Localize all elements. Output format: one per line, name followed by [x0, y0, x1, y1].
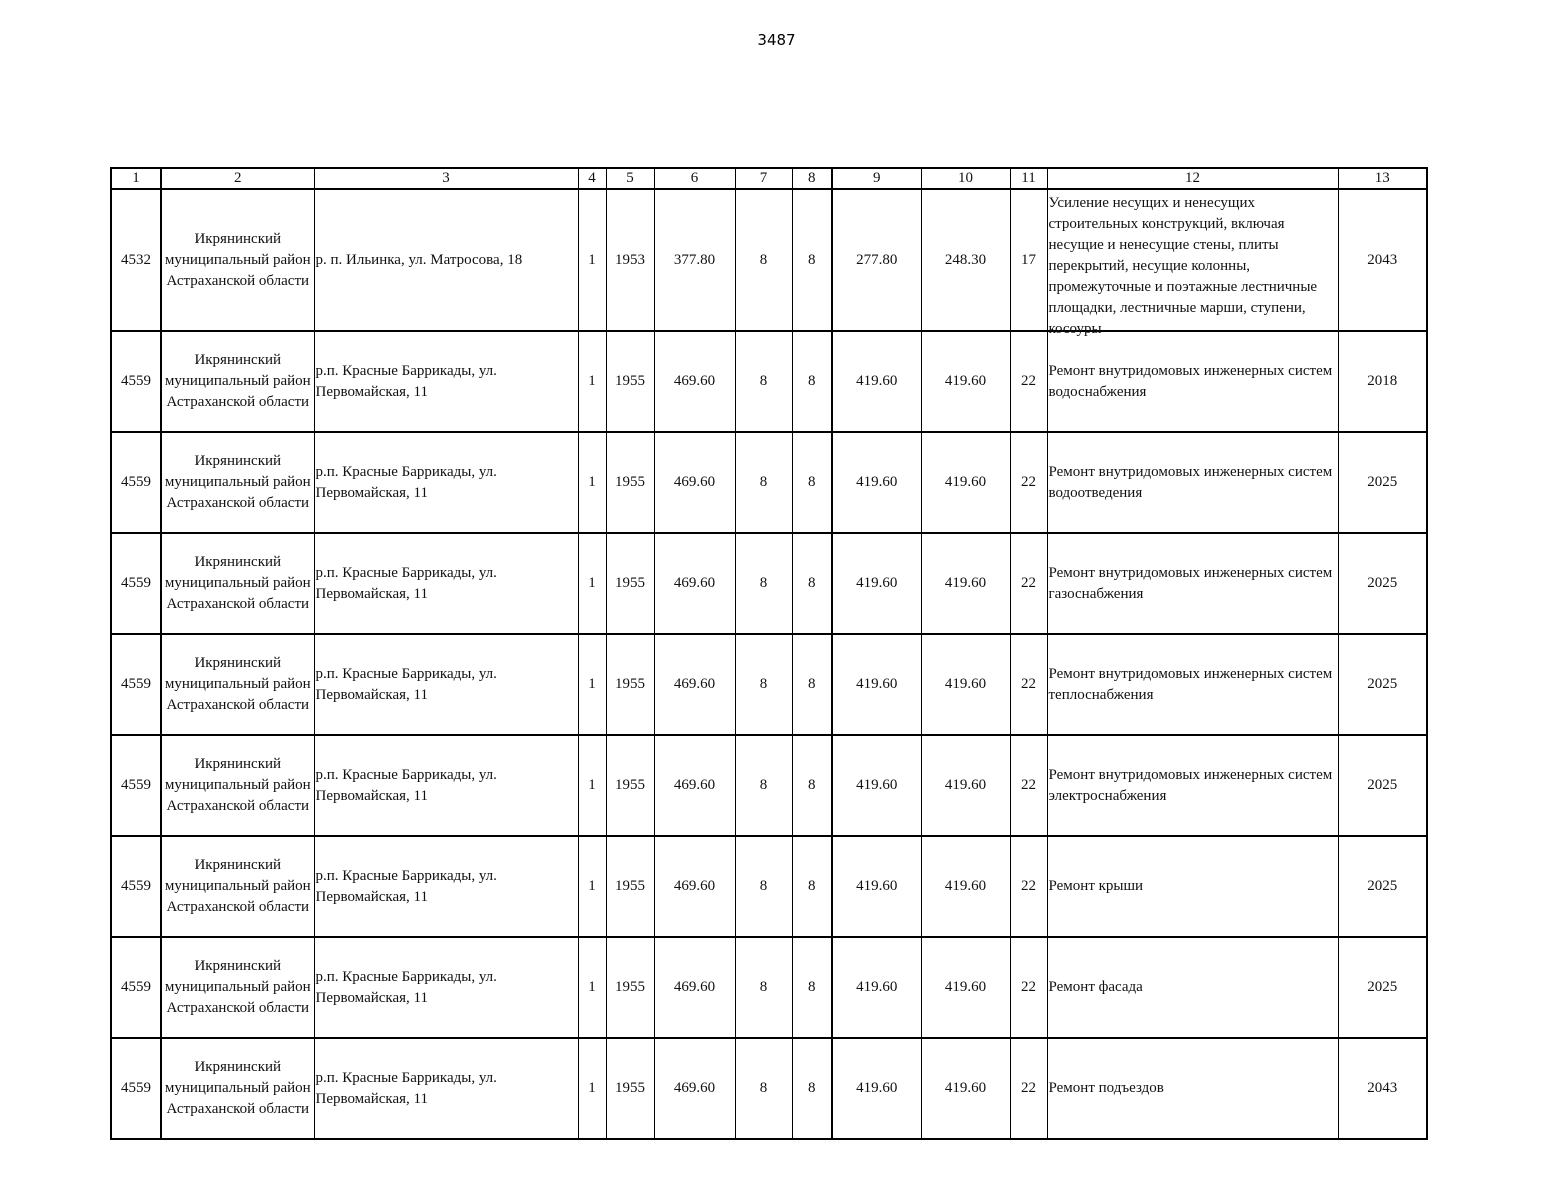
cell-col4: 1 — [578, 735, 606, 836]
table-row — [111, 432, 1427, 533]
cell-col4: 1 — [578, 937, 606, 1038]
planned-year-cell: 2025 — [1338, 937, 1427, 1038]
address-cell: р.п. Красные Баррикады, ул. Первомайская, 11 — [314, 331, 578, 432]
cell-col8: 8 — [792, 533, 832, 634]
table-row — [111, 533, 1427, 634]
table-row — [111, 634, 1427, 735]
cell-col4: 1 — [578, 1038, 606, 1139]
year-cell: 1955 — [606, 432, 654, 533]
area-cell-col9: 419.60 — [832, 634, 921, 735]
cell-col7: 8 — [735, 836, 792, 937]
cell-col8: 8 — [792, 189, 832, 331]
district-cell: Икрянинский муниципальный район Астраханской области — [161, 189, 314, 331]
district-cell: Икрянинский муниципальный район Астраханской области — [161, 836, 314, 937]
district-cell: Икрянинский муниципальный район Астраханской области — [161, 432, 314, 533]
district-cell: Икрянинский муниципальный район Астраханской области — [161, 634, 314, 735]
planned-year-cell: 2043 — [1338, 1038, 1427, 1139]
district-cell: Икрянинский муниципальный район Астраханской области — [161, 533, 314, 634]
area-cell-col10: 419.60 — [921, 331, 1010, 432]
total-area-cell: 469.60 — [654, 836, 735, 937]
work-type-cell: Ремонт внутридомовых инженерных систем водоотведения — [1047, 432, 1338, 533]
year-cell: 1955 — [606, 331, 654, 432]
cell-col11: 22 — [1010, 634, 1047, 735]
cell-col4: 1 — [578, 836, 606, 937]
work-type-cell: Ремонт внутридомовых инженерных систем теплоснабжения — [1047, 634, 1338, 735]
year-cell: 1955 — [606, 1038, 654, 1139]
area-cell-col9: 419.60 — [832, 432, 921, 533]
id-cell: 4559 — [111, 735, 161, 836]
cell-col4: 1 — [578, 189, 606, 331]
cell-col8: 8 — [792, 634, 832, 735]
total-area-cell: 469.60 — [654, 432, 735, 533]
column-header: 7 — [735, 168, 792, 189]
year-cell: 1955 — [606, 836, 654, 937]
planned-year-cell: 2025 — [1338, 432, 1427, 533]
column-header: 9 — [832, 168, 921, 189]
column-header: 13 — [1338, 168, 1427, 189]
column-header: 3 — [314, 168, 578, 189]
area-cell-col9: 419.60 — [832, 836, 921, 937]
table-row — [111, 1038, 1427, 1139]
column-header: 12 — [1047, 168, 1338, 189]
total-area-cell: 469.60 — [654, 735, 735, 836]
area-cell-col10: 419.60 — [921, 432, 1010, 533]
address-cell: р.п. Красные Баррикады, ул. Первомайская, 11 — [314, 432, 578, 533]
work-type-cell — [1047, 189, 1338, 337]
area-cell-col10: 248.30 — [921, 189, 1010, 331]
district-cell: Икрянинский муниципальный район Астраханской области — [161, 331, 314, 432]
cell-col7: 8 — [735, 1038, 792, 1139]
cell-col11: 22 — [1010, 331, 1047, 432]
cell-col4: 1 — [578, 331, 606, 432]
planned-year-cell: 2025 — [1338, 533, 1427, 634]
cell-col7: 8 — [735, 634, 792, 735]
cell-col7: 8 — [735, 533, 792, 634]
work-type-cell: Ремонт внутридомовых инженерных систем газоснабжения — [1047, 533, 1338, 634]
column-header: 8 — [792, 168, 832, 189]
planned-year-cell: 2025 — [1338, 836, 1427, 937]
cell-col8: 8 — [792, 735, 832, 836]
year-cell: 1955 — [606, 533, 654, 634]
column-header: 6 — [654, 168, 735, 189]
area-cell-col10: 419.60 — [921, 937, 1010, 1038]
area-cell-col10: 419.60 — [921, 836, 1010, 937]
cell-col8: 8 — [792, 836, 832, 937]
cell-col7: 8 — [735, 432, 792, 533]
address-cell: р.п. Красные Баррикады, ул. Первомайская, 11 — [314, 836, 578, 937]
area-cell-col9: 419.60 — [832, 331, 921, 432]
cell-col11: 22 — [1010, 533, 1047, 634]
area-cell-col9: 277.80 — [832, 189, 921, 331]
total-area-cell: 469.60 — [654, 937, 735, 1038]
cell-col11: 22 — [1010, 937, 1047, 1038]
id-cell: 4559 — [111, 432, 161, 533]
total-area-cell: 469.60 — [654, 634, 735, 735]
work-type-cell: Ремонт внутридомовых инженерных систем водоснабжения — [1047, 331, 1338, 432]
total-area-cell: 377.80 — [654, 189, 735, 331]
table-row — [111, 331, 1427, 432]
work-type-text: Усиление несущих и ненесущих строительных конструкций, включая несущие и ненесущие стены, плиты перекрытий, несущие колонны, промежуточные и поэтажные лестничные площадки, лестничные марши, ступени, косоуры — [1048, 195, 1318, 337]
area-cell-col9: 419.60 — [832, 533, 921, 634]
table-row — [111, 937, 1427, 1038]
cell-col8: 8 — [792, 331, 832, 432]
total-area-cell: 469.60 — [654, 533, 735, 634]
address-cell: р.п. Красные Баррикады, ул. Первомайская, 11 — [314, 634, 578, 735]
address-cell: р.п. Красные Баррикады, ул. Первомайская, 11 — [314, 1038, 578, 1139]
planned-year-cell: 2025 — [1338, 735, 1427, 836]
district-cell: Икрянинский муниципальный район Астраханской области — [161, 937, 314, 1038]
year-cell: 1955 — [606, 634, 654, 735]
column-header: 2 — [161, 168, 314, 189]
table-row — [111, 189, 1427, 331]
work-type-cell: Ремонт подъездов — [1047, 1038, 1338, 1139]
cell-col11: 17 — [1010, 189, 1047, 331]
registry-table — [110, 167, 1428, 1140]
year-cell: 1955 — [606, 937, 654, 1038]
cell-col11: 22 — [1010, 735, 1047, 836]
cell-col7: 8 — [735, 189, 792, 331]
area-cell-col10: 419.60 — [921, 1038, 1010, 1139]
cell-col11: 22 — [1010, 836, 1047, 937]
planned-year-cell: 2043 — [1338, 189, 1427, 331]
cell-col7: 8 — [735, 937, 792, 1038]
area-cell-col10: 419.60 — [921, 735, 1010, 836]
column-header: 5 — [606, 168, 654, 189]
id-cell: 4559 — [111, 836, 161, 937]
area-cell-col9: 419.60 — [832, 937, 921, 1038]
address-cell: р.п. Красные Баррикады, ул. Первомайская, 11 — [314, 937, 578, 1038]
planned-year-cell: 2018 — [1338, 331, 1427, 432]
work-type-cell: Ремонт крыши — [1047, 836, 1338, 937]
work-type-cell: Ремонт внутридомовых инженерных систем электроснабжения — [1047, 735, 1338, 836]
area-cell-col9: 419.60 — [832, 1038, 921, 1139]
cell-col11: 22 — [1010, 432, 1047, 533]
id-cell: 4559 — [111, 533, 161, 634]
address-cell: р. п. Ильинка, ул. Матросова, 18 — [314, 189, 578, 331]
page-number: 3487 — [757, 31, 796, 49]
id-cell: 4559 — [111, 1038, 161, 1139]
id-cell: 4559 — [111, 331, 161, 432]
cell-col4: 1 — [578, 634, 606, 735]
district-cell: Икрянинский муниципальный район Астраханской области — [161, 1038, 314, 1139]
total-area-cell: 469.60 — [654, 331, 735, 432]
total-area-cell: 469.60 — [654, 1038, 735, 1139]
column-header: 11 — [1010, 168, 1047, 189]
cell-col4: 1 — [578, 533, 606, 634]
year-cell: 1955 — [606, 735, 654, 836]
id-cell: 4559 — [111, 937, 161, 1038]
table-row — [111, 735, 1427, 836]
column-header: 4 — [578, 168, 606, 189]
id-cell: 4559 — [111, 634, 161, 735]
address-cell: р.п. Красные Баррикады, ул. Первомайская, 11 — [314, 533, 578, 634]
cell-col4: 1 — [578, 432, 606, 533]
year-cell: 1953 — [606, 189, 654, 331]
column-header: 1 — [111, 168, 161, 189]
cell-col7: 8 — [735, 331, 792, 432]
cell-col11: 22 — [1010, 1038, 1047, 1139]
cell-col7: 8 — [735, 735, 792, 836]
cell-col8: 8 — [792, 1038, 832, 1139]
area-cell-col9: 419.60 — [832, 735, 921, 836]
cell-col8: 8 — [792, 432, 832, 533]
cell-col8: 8 — [792, 937, 832, 1038]
district-cell: Икрянинский муниципальный район Астраханской области — [161, 735, 314, 836]
column-header: 10 — [921, 168, 1010, 189]
id-cell: 4532 — [111, 189, 161, 331]
area-cell-col10: 419.60 — [921, 533, 1010, 634]
area-cell-col10: 419.60 — [921, 634, 1010, 735]
work-type-cell: Ремонт фасада — [1047, 937, 1338, 1038]
table-row — [111, 836, 1427, 937]
header-row — [111, 168, 1427, 189]
planned-year-cell: 2025 — [1338, 634, 1427, 735]
address-cell: р.п. Красные Баррикады, ул. Первомайская, 11 — [314, 735, 578, 836]
